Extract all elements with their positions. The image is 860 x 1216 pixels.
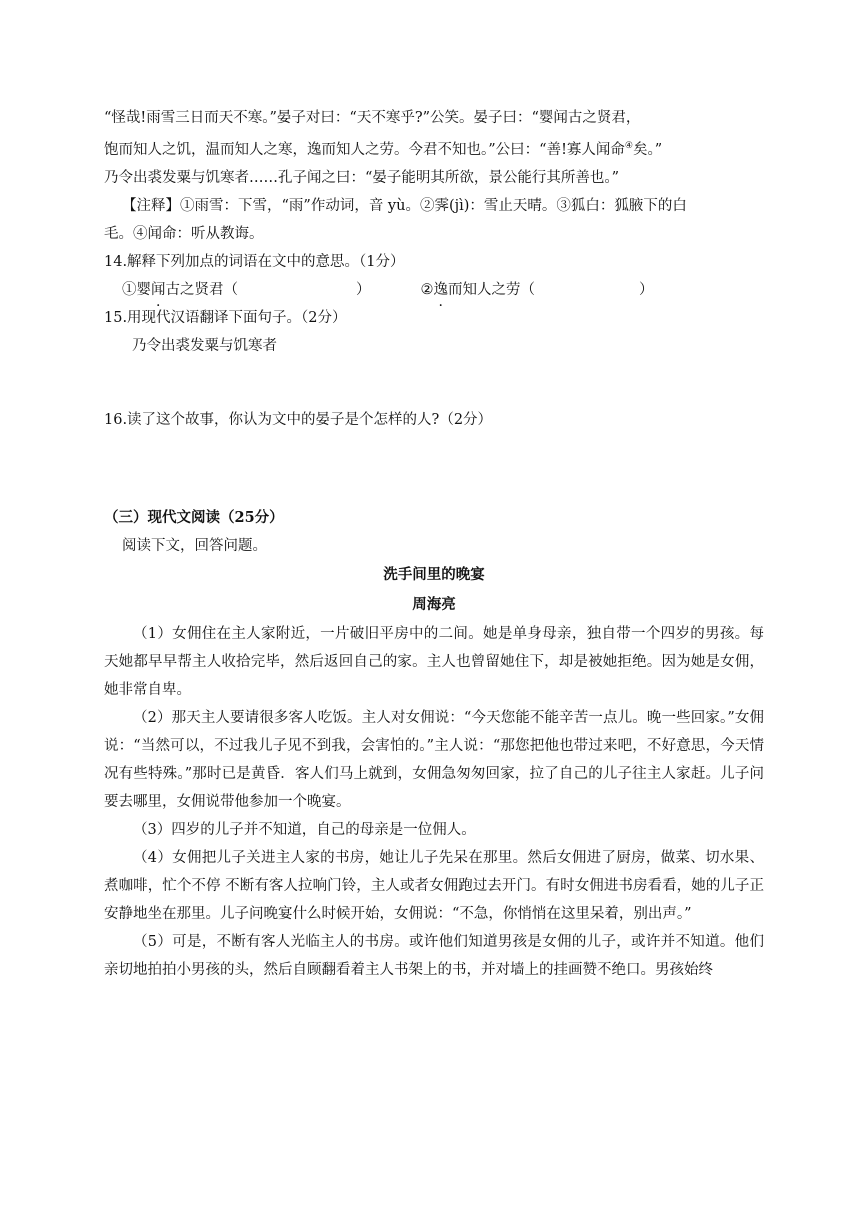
question-15-title: 15.用现代汉语翻译下面句子。（2分） bbox=[104, 309, 347, 326]
question-14-title: 14.解释下列加点的词语在文中的意思。（1分） bbox=[104, 253, 405, 270]
question-16-title: 16.读了这个故事，你认为文中的晏子是个怎样的人?（2分） bbox=[104, 411, 493, 428]
article-paragraph: （1）女佣住在主人家附近，一片破旧平房中的二间。她是单身母亲，独自带一个四岁的男孩。每天她都早早帮主人收拾完毕，然后返回自己的家。主人也曾留她住下，却是被她拒绝。因为她是女佣，她非常自卑。 bbox=[104, 625, 764, 698]
q14-item1-text: ①婴 bbox=[122, 281, 151, 298]
footnote-marker: ④ bbox=[624, 141, 633, 151]
q14-item1-close: ） bbox=[356, 281, 371, 298]
answer-space[interactable] bbox=[104, 360, 764, 406]
emphasis-dotted-char: 逸 bbox=[433, 281, 448, 298]
article-paragraph: （3）四岁的儿子并不知道，自己的母亲是一位佣人。 bbox=[133, 821, 476, 838]
q14-item2-text: 而知人之劳（ bbox=[448, 281, 535, 298]
article-paragraph: （4）女佣把儿子关进主人家的书房，她让儿子先呆在那里。然后女佣进了厨房，做菜、切水果、煮咖啡，忙个不停 不断有客人拉响门铃，主人或者女佣跑过去开门。有时女佣进书房看看，她的儿子正安静地坐在那里。儿子问晚宴什么时候开始，女佣说：“不急，你悄悄在这里呆着，别出声。” bbox=[104, 849, 764, 922]
classical-text-segment: 饱而知人之饥，温而知人之寒，逸而知人之劳。今君不知也。”公曰：“善!寡人闻命 bbox=[104, 141, 625, 158]
article-paragraph: （5）可是，不断有客人光临主人的书房。或许他们知道男孩是女佣的儿子，或许并不知道。他们亲切地拍拍小男孩的头，然后自顾翻看着主人书架上的书，并对墙上的挂画赞不绝口。男孩始终 bbox=[104, 933, 764, 978]
section-heading: （三）现代文阅读（25分） bbox=[104, 508, 284, 526]
article-author: 周海亮 bbox=[412, 595, 456, 613]
spacer bbox=[104, 486, 764, 504]
annotation-line: 【注释】①雨雪：下雪，“雨”作动词，音 yù。②霁(jì)：雪止天晴。③狐白：狐腋下的白 bbox=[122, 197, 687, 214]
answer-space[interactable] bbox=[104, 434, 764, 486]
q14-item2-close: ） bbox=[639, 281, 654, 298]
page-content bbox=[104, 104, 764, 984]
annotation-line: 毛。④闻命：听从教诲。 bbox=[104, 225, 264, 242]
question-15-sentence: 乃令出裘发粟与饥寒者 bbox=[132, 337, 277, 354]
classical-text-line bbox=[104, 132, 764, 164]
classical-text-segment: 矣。” bbox=[632, 141, 663, 158]
q14-item2-text: ② bbox=[420, 281, 434, 298]
article-paragraph: （2）那天主人要请很多客人吃饭。主人对女佣说：“今天您能不能辛苦一点儿。晚一些回家。”女佣说：“当然可以，不过我儿子见不到我，会害怕的。”主人说：“那您把他也带过来吧，不好意思，今天情况有些特殊。”那时已是黄昏．客人们马上就到，女佣急匆匆回家，拉了自己的儿子往主人家赶。儿子问要去哪里，女佣说带他参加一个晚宴。 bbox=[104, 709, 764, 810]
classical-text-line: “怪哉!雨雪三日而天不寒。”晏子对曰：“天不寒乎?”公笑。晏子曰：“婴闻古之贤君， bbox=[104, 110, 641, 126]
section-instruction: 阅读下文，回答问题。 bbox=[122, 537, 267, 554]
question-14-items bbox=[104, 276, 764, 304]
article-title: 洗手间里的晚宴 bbox=[383, 565, 485, 583]
classical-text-line: 乃令出裘发粟与饥寒者……孔子闻之曰：“晏子能明其所欲，景公能行其所善也。” bbox=[104, 169, 620, 186]
emphasis-dotted-char: 闻 bbox=[151, 281, 166, 298]
q14-item1-text: 古之贤君（ bbox=[165, 281, 238, 298]
